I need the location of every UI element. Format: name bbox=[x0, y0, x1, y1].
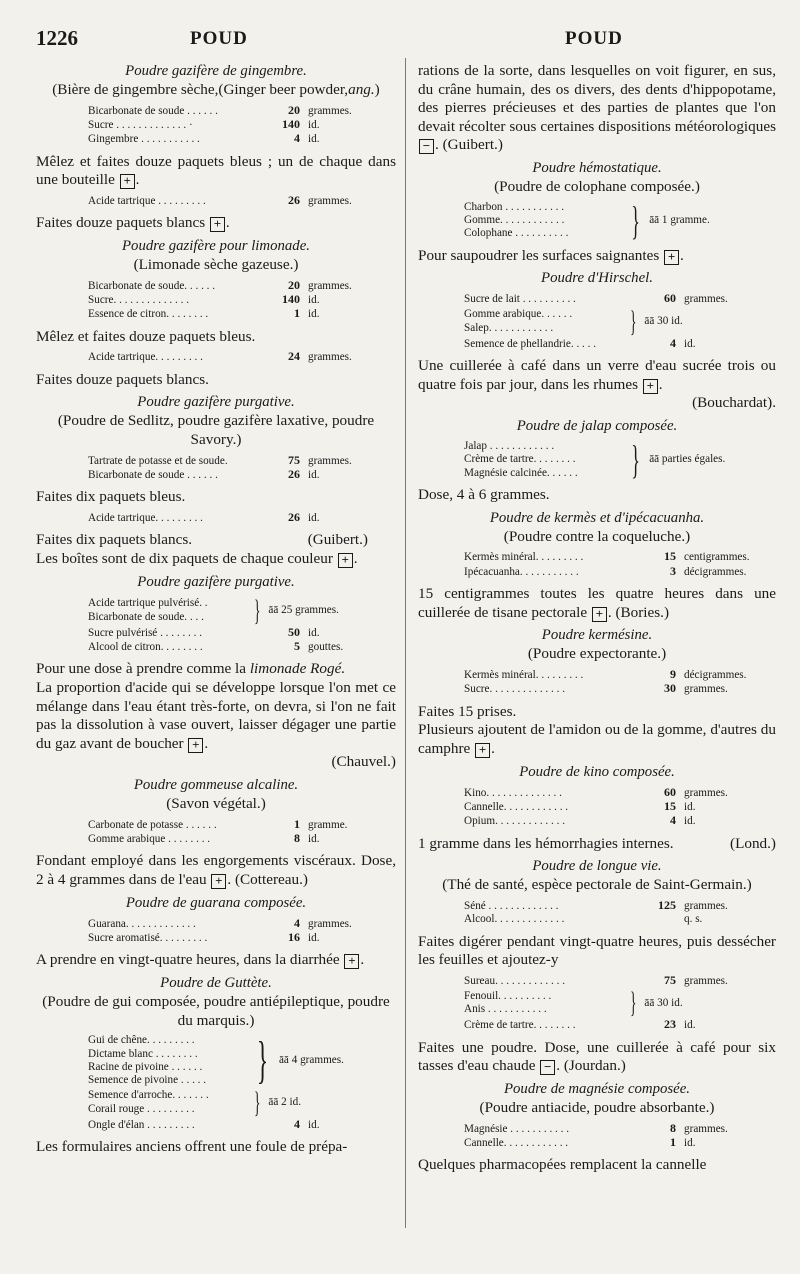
ingredient-unit: id. bbox=[684, 815, 696, 828]
instruction-body: Faites dix paquets blancs. bbox=[36, 531, 193, 549]
author-credit: (Guibert.) bbox=[307, 531, 368, 549]
ingredient-row bbox=[88, 626, 396, 640]
plus-icon: + bbox=[664, 250, 679, 265]
ingredient-name: Bicarbonate de soude. . . . . . bbox=[88, 279, 216, 292]
ingredient-name: Semence d'arroche. . . . . . . bbox=[88, 1089, 209, 1102]
ingredient-row bbox=[88, 350, 396, 364]
instruction-body: Les boîtes sont de dix paquets de chaque couleur bbox=[36, 550, 333, 567]
ingredient-quantity: 15 bbox=[664, 798, 676, 813]
section-subtitle: (Limonade sèche gazeuse.) bbox=[133, 256, 299, 273]
running-head-right: POUD bbox=[565, 28, 623, 49]
ingredient-quantity: 9 bbox=[670, 666, 676, 681]
section-title: Poudre de longue vie. bbox=[532, 858, 662, 875]
ingredient-row bbox=[464, 1136, 776, 1150]
ingredient-quantity: 75 bbox=[664, 972, 676, 987]
instruction-text: Mêlez et faites douze paquets bleus ; un de chaque dans une bouteille + . bbox=[36, 152, 396, 189]
ingredient-unit: id. bbox=[308, 119, 320, 131]
ingredient-name: Racine de pivoine . . . . . . bbox=[88, 1060, 203, 1073]
ingredient-row bbox=[88, 931, 396, 945]
ingredient-unit: grammes. bbox=[684, 899, 728, 912]
ingredient-row bbox=[88, 293, 396, 307]
instruction-text: 15 centigrammes toutes les quatre heures dans une cuillerée de tisane pectorale + . (Bories.) bbox=[418, 585, 776, 621]
section-title: Poudre gazifère purgative. bbox=[137, 394, 295, 411]
plus-icon: + bbox=[211, 874, 226, 889]
recipe-table bbox=[88, 194, 396, 208]
instruction-body: rations de la sorte, dans lesquelles on voit figurer, en sus, du crâne humain, des os divers, des dents d'hippopotame, des pierres précieuses et des parties de plantes que l'on devait récolter sous certaines dispositions météorologiques bbox=[418, 62, 776, 135]
ingredient-name: Salep. . . . . . . . . . . . bbox=[464, 321, 554, 334]
ingredient-name: Sucre. . . . . . . . . . . . . . bbox=[88, 294, 189, 306]
ingredient-name: Gomme. . . . . . . . . . . . bbox=[464, 213, 565, 226]
ingredient-unit: grammes. bbox=[684, 1122, 728, 1135]
section-subtitle: (Bière de gingembre sèche,(Ginger beer powder,ang.) bbox=[52, 81, 380, 98]
instruction-body: Fondant employé dans les engorgements viscéraux. Dose, 2 à 4 grammes dans de l'eau bbox=[36, 852, 396, 888]
ingredient-row bbox=[88, 832, 396, 846]
ingredient-name: Kermès minéral. . . . . . . . . bbox=[464, 551, 584, 564]
plus-icon: + bbox=[120, 174, 135, 189]
instruction-text: Une cuillerée à café dans un verre d'eau sucrée trois ou quatre fois par jour, dans les rhumes + . bbox=[418, 357, 776, 393]
group-quantity: āā parties égales. bbox=[649, 453, 726, 466]
ingredient-quantity: 4 bbox=[294, 915, 300, 930]
instruction-body: Faites douze paquets blancs bbox=[36, 214, 206, 232]
ingredient-unit: grammes. bbox=[308, 195, 352, 207]
ingredient-name: Charbon . . . . . . . . . . . bbox=[464, 200, 565, 213]
instruction-text: La proportion d'acide qui se développe lorsque l'on met ce mélange dans l'eau étant très-forte, on devra, si l'on ne fait pas la dissolution à vase ouvert, laisser dégager une partie du gaz avant de boucher + . bbox=[36, 679, 396, 752]
ingredient-name: Acide tartrique. . . . . . . . . bbox=[88, 512, 203, 524]
plus-icon: + bbox=[338, 553, 353, 568]
subtitle-source: ang. bbox=[348, 81, 375, 98]
instruction-text bbox=[418, 835, 776, 854]
ingredient-name: Carbonate de potasse . . . . . . bbox=[88, 818, 217, 831]
instruction-text: Les boîtes sont de dix paquets de chaque couleur + . bbox=[36, 550, 358, 567]
ingredient-group bbox=[88, 593, 396, 627]
ingredient-name: Fenouil. . . . . . . . . . bbox=[464, 989, 552, 1002]
recipe-table bbox=[464, 197, 776, 243]
ingredient-quantity: 50 bbox=[288, 624, 300, 639]
ingredient-row bbox=[464, 786, 776, 800]
ingredient-quantity: 3 bbox=[670, 563, 676, 578]
ingredient-quantity: 8 bbox=[670, 1120, 676, 1135]
ingredient-row bbox=[88, 818, 396, 832]
ingredient-unit: décigrammes. bbox=[684, 565, 747, 578]
ingredient-quantity: 20 bbox=[288, 102, 300, 117]
plus-icon: + bbox=[475, 743, 490, 758]
ingredient-group bbox=[88, 1031, 396, 1089]
ingredient-quantity: 4 bbox=[670, 813, 676, 828]
ingredient-row bbox=[464, 550, 776, 564]
instruction-body: Mêlez et faites douze paquets bleus ; un de chaque dans une bouteille bbox=[36, 152, 396, 189]
section-title: Poudre de magnésie composée. bbox=[503, 1080, 690, 1097]
brace-icon: } bbox=[629, 304, 637, 338]
group-names bbox=[88, 1089, 246, 1116]
ingredient-unit: grammes. bbox=[684, 974, 728, 987]
ingredient-row bbox=[88, 132, 396, 146]
instruction-body: La proportion d'acide qui se développe lorsque l'on met ce mélange dans l'eau étant très-forte, on devra, si l'on ne fait pas la dissolution à vase ouvert, laisser dégager une partie du gaz avant de boucher bbox=[36, 679, 396, 752]
instruction-text: Dose, 4 à 6 grammes. bbox=[418, 486, 550, 504]
instruction-text: Quelques pharmacopées remplacent la cannelle bbox=[418, 1156, 707, 1174]
ingredient-unit: grammes. bbox=[684, 786, 728, 799]
recipe-table bbox=[88, 350, 396, 364]
ingredient-name: Sucre de lait . . . . . . . . . . bbox=[464, 293, 576, 306]
instruction-text: Faites digérer pendant vingt-quatre heures, puis dessécher les feuilles et ajoutez-y bbox=[418, 932, 776, 969]
recipe-table bbox=[464, 550, 776, 579]
right-column bbox=[418, 62, 776, 1175]
brace-icon: } bbox=[631, 437, 640, 483]
author-credit: (Lond.) bbox=[730, 834, 776, 852]
ingredient-row bbox=[88, 104, 396, 118]
instruction-text: Pour saupoudrer les surfaces saignantes + . bbox=[418, 246, 684, 264]
plus-icon: + bbox=[344, 954, 359, 969]
ingredient-name: Crème de tartre. . . . . . . . bbox=[464, 453, 576, 466]
ingredient-name: Kermès minéral. . . . . . . . . bbox=[464, 668, 584, 681]
author-credit: (Jourdan.) bbox=[563, 1057, 626, 1075]
ingredient-name: Guarana. . . . . . . . . . . . . bbox=[88, 917, 196, 930]
recipe-table bbox=[464, 292, 776, 306]
author-credit: (Bouchardat). bbox=[692, 394, 776, 412]
instruction-text: Plusieurs ajoutent de l'amidon ou de la gomme, d'autres du camphre + . bbox=[418, 721, 776, 757]
instruction-text: Mêlez et faites douze paquets bleus. bbox=[36, 327, 256, 345]
ingredient-unit: grammes. bbox=[684, 293, 728, 306]
recipe-table bbox=[88, 279, 396, 322]
minus-icon: − bbox=[419, 139, 434, 154]
ingredient-name: Ongle d'élan . . . . . . . . . bbox=[88, 1118, 195, 1131]
section-title: Poudre gazifère de gingembre. bbox=[125, 63, 307, 79]
recipe-table bbox=[88, 917, 396, 946]
ingredient-name: Sucre pulvérisé . . . . . . . . bbox=[88, 626, 203, 639]
group-names bbox=[88, 1034, 246, 1088]
instruction-body: 15 centigrammes toutes les quatre heures dans une cuillerée de tisane pectorale bbox=[418, 585, 776, 621]
group-names bbox=[464, 201, 622, 241]
ingredient-name: Cannelle. . . . . . . . . . . . bbox=[464, 800, 569, 813]
ingredient-name: Gingembre . . . . . . . . . . . bbox=[88, 133, 200, 146]
instruction-text: Faites douze paquets blancs + . bbox=[36, 214, 230, 232]
ingredient-quantity: 75 bbox=[288, 452, 300, 467]
ingredient-group bbox=[88, 1085, 396, 1119]
ingredient-unit: grammes. bbox=[308, 104, 352, 117]
ingredient-name: Opium. . . . . . . . . . . . . bbox=[464, 815, 565, 828]
ingredient-quantity: 26 bbox=[288, 467, 300, 481]
ingredient-name: Kino. . . . . . . . . . . . . . bbox=[464, 786, 562, 799]
section-title: Poudre kermésine. bbox=[541, 627, 653, 644]
section-title: Poudre de Guttète. bbox=[160, 974, 272, 991]
group-names bbox=[88, 597, 246, 624]
minus-icon: − bbox=[540, 1060, 555, 1075]
ingredient-row bbox=[464, 913, 776, 926]
ingredient-group bbox=[464, 197, 776, 243]
author-credit: (Cottereau.) bbox=[234, 870, 308, 888]
instruction-body: Une cuillerée à café dans un verre d'eau sucrée trois ou quatre fois par jour, dans les rhumes bbox=[418, 357, 776, 393]
ingredient-unit: q. s. bbox=[684, 913, 703, 926]
ingredient-name: Bicarbonate de soude. . . . bbox=[88, 610, 204, 623]
recipe-table bbox=[88, 626, 396, 655]
section-title: Poudre hémostatique. bbox=[532, 159, 662, 176]
instruction-body: Plusieurs ajoutent de l'amidon ou de la gomme, d'autres du camphre bbox=[418, 721, 776, 757]
brace-icon: } bbox=[256, 1031, 269, 1089]
ingredient-row bbox=[88, 511, 396, 525]
ingredient-unit: id. bbox=[684, 1019, 696, 1032]
ingredient-unit: gouttes. bbox=[308, 641, 344, 653]
ingredient-unit: grammes. bbox=[684, 683, 728, 696]
ingredient-unit: centigrammes. bbox=[684, 551, 750, 564]
section-subtitle: (Poudre antiacide, poudre absorbante.) bbox=[479, 1098, 715, 1116]
ingredient-name: Crème de tartre. . . . . . . . bbox=[464, 1019, 576, 1032]
group-quantity: āā 30 id. bbox=[644, 996, 683, 1009]
ingredient-row bbox=[464, 682, 776, 696]
ingredient-row bbox=[88, 917, 396, 931]
ingredient-name: Sucre . . . . . . . . . . . . . · bbox=[88, 119, 193, 131]
ingredient-name: Acide tartrique . . . . . . . . . bbox=[88, 195, 206, 207]
ingredient-unit: id. bbox=[308, 626, 320, 639]
ingredient-row bbox=[464, 814, 776, 828]
ingredient-name: Dictame blanc . . . . . . . . bbox=[88, 1047, 198, 1060]
recipe-table bbox=[88, 818, 396, 847]
group-quantity: āā 1 gramme. bbox=[649, 213, 710, 226]
ingredient-name: Magnésie calcinée. . . . . . bbox=[464, 466, 578, 479]
ingredient-quantity: 15 bbox=[664, 549, 676, 564]
subtitle-text: (Bière de gingembre sèche,(Ginger beer powder, bbox=[52, 81, 349, 98]
ingredient-unit: id. bbox=[308, 1118, 320, 1131]
ingredient-unit: grammes. bbox=[308, 454, 352, 467]
recipe-table bbox=[464, 988, 776, 1018]
left-column bbox=[36, 62, 396, 1157]
recipe-table bbox=[88, 511, 396, 525]
instruction-body: Pour une dose à prendre comme la bbox=[36, 660, 247, 678]
plus-icon: + bbox=[210, 217, 225, 232]
ingredient-name: Gomme arabique . . . . . . . . bbox=[88, 832, 211, 845]
section-title: Poudre d'Hirschel. bbox=[541, 270, 653, 287]
ingredient-name: Sureau. . . . . . . . . . . . . bbox=[464, 974, 565, 987]
ingredient-row bbox=[88, 468, 396, 482]
ingredient-unit: id. bbox=[308, 294, 320, 306]
ingredient-name: Gomme arabique. . . . . . bbox=[464, 308, 573, 321]
recipe-table bbox=[464, 786, 776, 829]
ingredient-unit: id. bbox=[684, 1136, 696, 1149]
ingredient-quantity: 1 bbox=[670, 1134, 676, 1149]
ingredient-name: Semence de phellandrie. . . . . bbox=[464, 337, 597, 350]
ingredient-unit: id. bbox=[684, 337, 696, 350]
ingredient-row bbox=[464, 1122, 776, 1136]
ingredient-quantity: 1 bbox=[294, 306, 300, 321]
recipe-table bbox=[88, 454, 396, 483]
ingredient-row bbox=[464, 800, 776, 814]
instruction-text: Faites 15 prises. bbox=[418, 702, 517, 720]
ingredient-quantity: 1 bbox=[294, 816, 300, 831]
ingredient-unit: id. bbox=[308, 308, 320, 321]
brace-icon: } bbox=[631, 197, 640, 243]
ingredient-name: Corail rouge . . . . . . . . . bbox=[88, 1102, 195, 1115]
ingredient-row bbox=[464, 337, 776, 351]
ingredient-row bbox=[464, 899, 776, 913]
ingredient-name: Magnésie . . . . . . . . . . . bbox=[464, 1122, 570, 1135]
section-subtitle: (Poudre expectorante.) bbox=[527, 645, 667, 663]
ingredient-name: Alcool. . . . . . . . . . . . . bbox=[464, 913, 565, 926]
section-title: Poudre de jalap composée. bbox=[516, 417, 678, 434]
section-subtitle: (Savon végétal.) bbox=[166, 794, 266, 812]
section-title: Poudre de guarana composée. bbox=[125, 894, 307, 911]
section-title: Poudre de kino composée. bbox=[519, 763, 675, 780]
instruction-body: A prendre en vingt-quatre heures, dans la diarrhée bbox=[36, 951, 340, 969]
ingredient-row bbox=[464, 565, 776, 579]
ingredient-row bbox=[88, 454, 396, 468]
instruction-text: Faites une poudre. Dose, une cuillerée à café pour six tasses d'eau chaude − . (Jourdan.) bbox=[418, 1038, 776, 1075]
instruction-body: Pour saupoudrer les surfaces saignantes bbox=[418, 246, 660, 264]
group-quantity: āā 2 id. bbox=[268, 1096, 302, 1109]
section-subtitle: (Poudre contre la coqueluche.) bbox=[503, 527, 691, 545]
ingredient-unit: id. bbox=[308, 469, 320, 481]
instruction-text bbox=[36, 660, 396, 679]
recipe-table bbox=[464, 437, 776, 483]
recipe-table bbox=[88, 593, 396, 627]
section-title: Poudre gommeuse alcaline. bbox=[133, 776, 299, 793]
ingredient-name: Tartrate de potasse et de soude. bbox=[88, 454, 228, 467]
ingredient-name: Acide tartrique pulvérisé. . bbox=[88, 597, 208, 610]
recipe-table bbox=[464, 974, 776, 988]
author-credit: (Bories.) bbox=[615, 603, 670, 621]
ingredient-unit: gramme. bbox=[308, 818, 348, 831]
recipe-table bbox=[88, 1118, 396, 1132]
section-subtitle: (Poudre de Sedlitz, poudre gazifère laxative, poudre Savory.) bbox=[57, 412, 375, 448]
ingredient-row bbox=[464, 668, 776, 682]
ingredient-name: Séné . . . . . . . . . . . . . bbox=[464, 899, 559, 912]
ingredient-name: Essence de citron. . . . . . . . bbox=[88, 308, 209, 321]
recipe-table bbox=[464, 1122, 776, 1151]
ingredient-name: Alcool de citron. . . . . . . . bbox=[88, 641, 203, 653]
ingredient-row bbox=[88, 279, 396, 293]
recipe-table bbox=[88, 104, 396, 147]
instruction-text: Les formulaires anciens offrent une foule de prépa- bbox=[36, 1138, 348, 1156]
ingredient-quantity: 26 bbox=[288, 193, 300, 207]
recipe-table bbox=[88, 1031, 396, 1119]
instruction-text: rations de la sorte, dans lesquelles on voit figurer, en sus, du crâne humain, des os divers, des dents d'hippopotame, des pierres précieuses et des parties de plantes que l'on devait récolter sous certaines dispositions météorologiques − . (Guibert.) bbox=[418, 62, 776, 154]
ingredient-unit: id. bbox=[684, 800, 696, 813]
instruction-text bbox=[36, 531, 396, 550]
ingredient-quantity: 5 bbox=[294, 639, 300, 653]
instruction-text: Faites dix paquets bleus. bbox=[36, 488, 186, 506]
group-names bbox=[464, 440, 622, 480]
recipe-table bbox=[464, 1018, 776, 1032]
ingredient-group bbox=[464, 988, 776, 1018]
ingredient-quantity: 4 bbox=[670, 335, 676, 350]
ingredient-name: Semence de pivoine . . . . . bbox=[88, 1074, 207, 1087]
group-quantity: āā 25 grammes. bbox=[268, 603, 339, 616]
ingredient-unit: grammes. bbox=[308, 279, 352, 292]
ingredient-unit: id. bbox=[308, 133, 320, 146]
ingredient-unit: grammes. bbox=[308, 351, 352, 364]
ingredient-quantity: 140 bbox=[282, 292, 300, 306]
ingredient-quantity: 125 bbox=[658, 897, 676, 912]
plus-icon: + bbox=[643, 379, 658, 394]
ingredient-quantity: 30 bbox=[664, 681, 676, 696]
instruction-emphasis: limonade Rogé. bbox=[249, 660, 346, 678]
section-title: Poudre gazifère pour limonade. bbox=[122, 238, 310, 254]
ingredient-quantity: 23 bbox=[664, 1017, 676, 1032]
recipe-table bbox=[464, 899, 776, 927]
ingredient-unit: grammes. bbox=[308, 917, 352, 930]
ingredient-quantity: 20 bbox=[288, 277, 300, 292]
ingredient-row bbox=[464, 292, 776, 306]
page-number: 1226 bbox=[36, 26, 78, 50]
instruction-body: 1 gramme dans les hémorrhagies internes. bbox=[418, 834, 674, 852]
ingredient-name: Bicarbonate de soude . . . . . . bbox=[88, 469, 218, 481]
ingredient-quantity: 24 bbox=[288, 349, 300, 364]
ingredient-row bbox=[88, 640, 396, 654]
section-subtitle: (Thé de santé, espèce pectorale de Saint-Germain.) bbox=[442, 876, 752, 894]
ingredient-name: Gui de chêne. . . . . . . . . bbox=[88, 1034, 195, 1047]
ingredient-quantity: 4 bbox=[294, 131, 300, 146]
ingredient-row bbox=[88, 1118, 396, 1132]
ingredient-name: Cannelle. . . . . . . . . . . . bbox=[464, 1136, 569, 1149]
recipe-table bbox=[464, 304, 776, 338]
brace-icon: } bbox=[253, 1085, 261, 1119]
recipe-table bbox=[464, 668, 776, 697]
ingredient-row bbox=[88, 194, 396, 208]
instruction-text: Fondant employé dans les engorgements viscéraux. Dose, 2 à 4 grammes dans de l'eau + . (Cottereau.) bbox=[36, 852, 396, 888]
ingredient-quantity: 60 bbox=[664, 784, 676, 799]
ingredient-name: Jalap . . . . . . . . . . . . bbox=[464, 439, 555, 452]
section-subtitle: (Poudre de colophane composée.) bbox=[494, 177, 700, 195]
ingredient-quantity: 140 bbox=[282, 117, 300, 131]
ingredient-name: Anis . . . . . . . . . . . bbox=[464, 1003, 547, 1016]
ingredient-name: Sucre. . . . . . . . . . . . . . bbox=[464, 683, 565, 696]
ingredient-unit: id. bbox=[308, 931, 320, 944]
author-credit: (Chauvel.) bbox=[331, 753, 396, 771]
ingredient-row bbox=[464, 974, 776, 988]
ingredient-row bbox=[88, 118, 396, 132]
ingredient-unit: id. bbox=[308, 832, 320, 845]
ingredient-quantity: 26 bbox=[288, 510, 300, 524]
group-quantity: āā 30 id. bbox=[644, 315, 683, 328]
column-divider bbox=[405, 58, 406, 1228]
group-names bbox=[464, 308, 622, 335]
section-title: Poudre gazifère purgative. bbox=[137, 573, 295, 590]
ingredient-quantity: 60 bbox=[664, 291, 676, 306]
ingredient-name: Bicarbonate de soude . . . . . . bbox=[88, 104, 218, 117]
ingredient-row bbox=[464, 1018, 776, 1032]
ingredient-unit: id. bbox=[308, 512, 320, 524]
plus-icon: + bbox=[592, 607, 607, 622]
author-credit: (Guibert.) bbox=[442, 136, 503, 154]
ingredient-name: Sucre aromatisé. . . . . . . . . bbox=[88, 931, 208, 944]
ingredient-row bbox=[88, 307, 396, 321]
plus-icon: + bbox=[188, 738, 203, 753]
section-subtitle: (Poudre de gui composée, poudre antiépileptique, poudre du marquis.) bbox=[42, 992, 390, 1029]
group-names bbox=[464, 990, 622, 1017]
ingredient-quantity: 8 bbox=[294, 830, 300, 845]
ingredient-name: Acide tartrique. . . . . . . . . bbox=[88, 351, 203, 364]
group-quantity: āā 4 grammes. bbox=[278, 1054, 344, 1067]
ingredient-quantity: 16 bbox=[288, 929, 300, 944]
section-title: Poudre de kermès et d'ipécacuanha. bbox=[489, 509, 705, 526]
ingredient-quantity: 4 bbox=[294, 1116, 300, 1131]
instruction-text: Faites douze paquets blancs. bbox=[36, 370, 209, 388]
brace-icon: } bbox=[629, 986, 637, 1020]
brace-icon: } bbox=[253, 593, 261, 627]
recipe-table bbox=[464, 337, 776, 351]
ingredient-group bbox=[464, 304, 776, 338]
instruction-body: Faites une poudre. Dose, une cuillerée à café pour six tasses d'eau chaude bbox=[418, 1038, 776, 1075]
ingredient-unit: décigrammes. bbox=[684, 668, 747, 681]
ingredient-group bbox=[464, 437, 776, 483]
instruction-text: A prendre en vingt-quatre heures, dans la diarrhée + . bbox=[36, 951, 365, 969]
running-head-left: POUD bbox=[190, 28, 248, 49]
ingredient-name: Ipécacuanha. . . . . . . . . . . bbox=[464, 565, 579, 578]
ingredient-name: Colophane . . . . . . . . . . bbox=[464, 227, 569, 240]
